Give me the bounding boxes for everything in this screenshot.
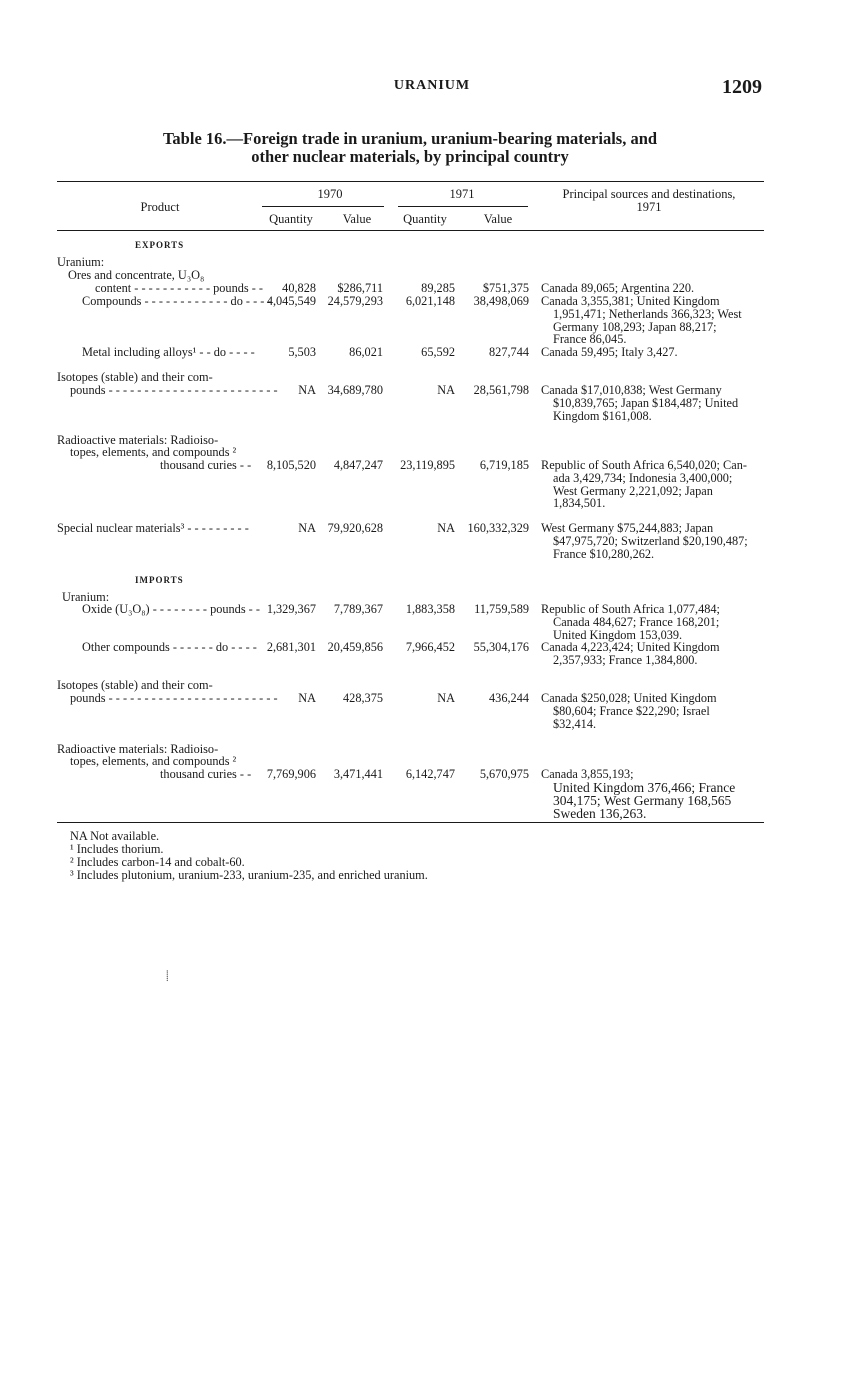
source-line: Canada $250,028; United Kingdom (541, 691, 717, 705)
cell-sources (541, 768, 766, 820)
row-label: thousand curies - - (160, 458, 255, 472)
source-line: $80,604; France $22,290; Israel (553, 703, 710, 718)
col-header-value-1971: Value (483, 212, 513, 226)
source-line: Canada 484,627; France 168,201; (553, 614, 720, 629)
cell-qty-1971: 89,285 (421, 281, 455, 295)
table-bottom-rule (57, 822, 764, 823)
page-number: 1209 (722, 76, 762, 98)
col-header-sources-line-2: 1971 (636, 200, 662, 214)
cell-qty-1971: NA (437, 521, 455, 535)
cell-value-1971: 55,304,176 (473, 640, 529, 654)
row-label: content - - - - - - - - - - - pounds - - (95, 281, 263, 295)
source-line: United Kingdom 153,039. (553, 627, 683, 642)
cell-value-1970: $286,711 (337, 281, 383, 295)
cell-value-1970: 3,471,441 (333, 767, 383, 781)
cell-value-1971: 436,244 (489, 691, 529, 705)
cell-value-1970: 86,021 (349, 345, 383, 359)
cell-sources (541, 384, 766, 422)
row-label: Radioactive materials: Radioiso- (57, 742, 219, 756)
source-line: West Germany $75,244,883; Japan (541, 521, 714, 535)
cell-value-1971: 827,744 (489, 345, 529, 359)
source-line: 304,175; West Germany 168,565 (553, 792, 732, 808)
source-line: 1,834,501. (553, 496, 606, 511)
col-header-1970: 1970 (317, 187, 343, 201)
col-header-value-1970: Value (342, 212, 372, 226)
row-label: topes, elements, and compounds ² (70, 445, 237, 459)
cell-value-1970: 4,847,247 (333, 458, 383, 472)
footnote: ² Includes carbon-14 and cobalt-60. (70, 855, 245, 869)
cell-value-1970: 24,579,293 (327, 294, 383, 308)
row-label: pounds - - - - - - - - - - - - - - - - - - - - - - - - (70, 383, 278, 397)
row-label: topes, elements, and compounds ² (70, 754, 237, 768)
cell-value-1970: 34,689,780 (327, 383, 383, 397)
cell-qty-1970: 40,828 (282, 281, 316, 295)
source-line: Republic of South Africa 1,077,484; (541, 602, 720, 616)
source-line: Canada 4,223,424; United Kingdom (541, 640, 720, 654)
source-line: $32,414. (553, 716, 597, 731)
cell-qty-1971: 6,142,747 (405, 767, 455, 781)
footnote: NA Not available. (70, 829, 160, 843)
cell-qty-1971: 23,119,895 (400, 458, 455, 472)
source-line: 1,951,471; Netherlands 366,323; West (553, 306, 742, 321)
cell-value-1970: 79,920,628 (327, 521, 383, 535)
cell-value-1971: 11,759,589 (474, 602, 529, 616)
row-label: Metal including alloys¹ - - do - - - - (82, 345, 255, 359)
running-head: URANIUM (393, 78, 471, 93)
source-line: ada 3,429,734; Indonesia 3,400,000; (553, 470, 733, 485)
cell-qty-1970: NA (298, 383, 316, 397)
source-line: Canada 3,855,193; (541, 767, 634, 781)
scan-mark: ⸽ (166, 971, 169, 982)
exports-uranium-label: Uranium: (57, 255, 105, 269)
cell-sources (541, 522, 766, 560)
row-label: Oxide (U₃O₈) - - - - - - - - pounds - - (82, 602, 264, 616)
cell-qty-1971: 7,966,452 (405, 640, 455, 654)
cell-sources (541, 295, 766, 346)
cell-qty-1970: NA (298, 691, 316, 705)
col-header-quantity-1971: Quantity (403, 212, 447, 226)
rule-1971 (398, 206, 528, 207)
cell-sources (541, 603, 766, 641)
cell-value-1971: $751,375 (482, 281, 529, 295)
row-label: Radioactive materials: Radioiso- (57, 433, 219, 447)
source-line: France $10,280,262. (553, 546, 655, 561)
cell-value-1971: 6,719,185 (479, 458, 529, 472)
row-label: Isotopes (stable) and their com- (57, 678, 213, 692)
cell-qty-1971: 6,021,148 (405, 294, 455, 308)
table-title-line-1: Table 16.—Foreign trade in uranium, uranium-bearing materials, and (162, 129, 658, 148)
cell-qty-1971: NA (437, 691, 455, 705)
source-line: Republic of South Africa 6,540,020; Can- (541, 458, 747, 472)
source-line: United Kingdom 376,466; France (553, 779, 736, 795)
source-line: Canada $17,010,838; West Germany (541, 383, 722, 397)
footnote: ¹ Includes thorium. (70, 842, 164, 856)
source-line: Germany 108,293; Japan 88,217; (553, 319, 717, 334)
source-line: Canada 59,495; Italy 3,427. (541, 345, 678, 359)
source-line: $47,975,720; Switzerland $20,190,487; (553, 533, 748, 548)
table-top-rule (57, 181, 764, 182)
row-label: thousand curies - - (160, 767, 255, 781)
source-line: $10,839,765; Japan $184,487; United (553, 395, 739, 410)
row-label: Special nuclear materials³ - - - - - - - - - (57, 521, 249, 535)
cell-sources (541, 282, 766, 295)
cell-qty-1970: 4,045,549 (266, 294, 316, 308)
col-header-quantity-1970: Quantity (269, 212, 313, 226)
cell-sources (541, 346, 766, 359)
table-title-line-2: other nuclear materials, by principal country (251, 147, 569, 166)
rule-1970 (262, 206, 384, 207)
col-header-sources (538, 188, 760, 214)
cell-qty-1971: NA (437, 383, 455, 397)
cell-qty-1970: 7,769,906 (266, 767, 316, 781)
source-line: Canada 89,065; Argentina 220. (541, 281, 695, 295)
cell-value-1970: 7,789,367 (333, 602, 383, 616)
imports-uranium-label: Uranium: (62, 590, 110, 604)
cell-qty-1971: 65,592 (421, 345, 455, 359)
cell-qty-1970: 5,503 (288, 345, 316, 359)
cell-qty-1970: 2,681,301 (266, 640, 316, 654)
col-header-sources-line-1: Principal sources and destinations, (562, 187, 736, 201)
col-header-product: Product (140, 200, 180, 214)
col-header-1971: 1971 (449, 187, 475, 201)
cell-sources (541, 641, 766, 667)
table-title (100, 130, 720, 166)
row-label: Other compounds - - - - - - do - - - - (82, 640, 260, 654)
row-label: pounds - - - - - - - - - - - - - - - - - - - - - - - - (70, 691, 278, 705)
cell-value-1971: 160,332,329 (467, 521, 529, 535)
cell-qty-1971: 1,883,358 (405, 602, 455, 616)
cell-value-1970: 428,375 (343, 691, 383, 705)
source-line: 2,357,933; France 1,384,800. (553, 652, 698, 667)
cell-qty-1970: NA (298, 521, 316, 535)
section-exports: EXPORTS (135, 240, 185, 250)
row-label: Isotopes (stable) and their com- (57, 370, 213, 384)
cell-sources (541, 459, 766, 510)
cell-value-1970: 20,459,856 (327, 640, 383, 654)
cell-qty-1970: 8,105,520 (266, 458, 316, 472)
source-line: France 86,045. (553, 332, 627, 347)
source-line: Sweden 136,263. (553, 805, 647, 821)
section-imports: IMPORTS (135, 575, 184, 585)
source-line: Kingdom $161,008. (553, 408, 652, 423)
cell-qty-1970: 1,329,367 (266, 602, 316, 616)
cell-value-1971: 28,561,798 (473, 383, 529, 397)
row-label: Ores and concentrate, U₃O₈ (68, 268, 205, 282)
footnote: ³ Includes plutonium, uranium-233, uranium-235, and enriched uranium. (70, 868, 428, 882)
source-line: Canada 3,355,381; United Kingdom (541, 294, 720, 308)
source-line: West Germany 2,221,092; Japan (553, 483, 713, 498)
cell-value-1971: 5,670,975 (479, 767, 529, 781)
header-bottom-rule (57, 230, 764, 231)
row-label: Compounds - - - - - - - - - - - - do - - - - (82, 294, 272, 308)
cell-value-1971: 38,498,069 (473, 294, 529, 308)
cell-sources (541, 692, 766, 730)
